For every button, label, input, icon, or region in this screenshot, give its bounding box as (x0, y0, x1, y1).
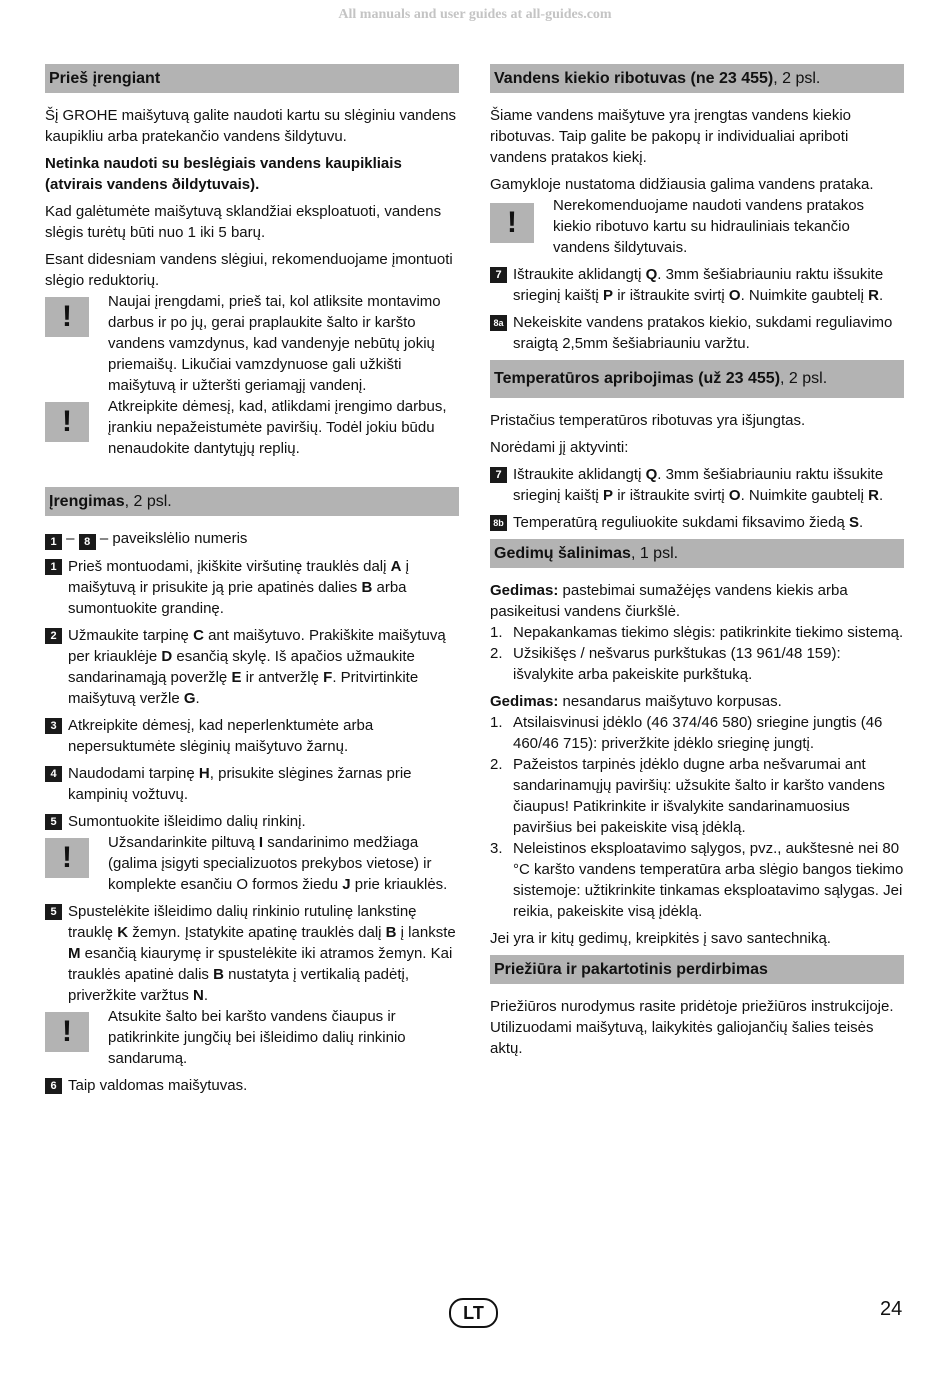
watermark: All manuals and user guides at all-guides.com (338, 7, 612, 22)
step-number: 4 (45, 766, 62, 782)
paragraph: Norėdami jį aktyvinti: (490, 439, 629, 456)
list-item: 1. Atsilaisvinusi įdėklo (46 374/46 580) sriegine jungtis (46 460/46 715): priveržkite įdėklo srieginę jungtį. (490, 714, 883, 752)
paragraph: Esant didesniam vandens slėgiui, rekomenduojame įmontuoti slėgio reduktorių. (45, 251, 453, 289)
warning-icon: ! (45, 1012, 89, 1052)
page-number: 24 (880, 1298, 903, 1320)
list-item: 2. Užsikišęs / nešvarus purkštukas (13 961/48 159): išvalykite arba pakeiskite purkštuką. (490, 645, 841, 683)
step-number: 7 (490, 467, 507, 483)
left-column (45, 64, 459, 1102)
warning-note: ! Naujai įrengdami, prieš tai, kol atliksite montavimo darbus ir po jų, gerai praplaukite šalto ir karšto vandens vamzdynus, kad vandenyje nebūtų jokių priemaišų. Likučiai vamzdynuose gali užkišti maišytuvą ir užteršti geriamąjį vandenį. (45, 291, 459, 396)
fault-description: Gedimas: nesandarus maišytuvo korpusas. (490, 693, 782, 710)
step-number: 5 (45, 904, 62, 920)
paragraph-bold: Netinka naudoti su beslėgiais vandens kaupikliais (atvirais vandens ðildytuvais). (45, 155, 402, 193)
warning-note: ! Nerekomenduojame naudoti vandens pratakos kiekio ribotuvo kartu su hidrauliniais tekančio vandens šildytuvais. (490, 195, 904, 258)
warning-note: ! Užsandarinkite piltuvą I sandarinimo medžiaga (galima įsigyti specializuotos prekybos vietose) ir komplekte esančiu O formos žiedu J prie kriauklės. (45, 832, 459, 895)
step-1: 1 Prieš montuodami, įkiškite viršutinę trauklės dalį A į maišytuvą ir prisukite ją prie apatinės dalies B arba sumontuokite grandinę. (45, 556, 459, 619)
step-number: 1 (45, 559, 62, 575)
warning-icon: ! (45, 402, 89, 442)
section-header-temperaturos: Temperatūros apribojimas (už 23 455), 2 psl. (490, 360, 904, 398)
paragraph: Šį GROHE maišytuvą galite naudoti kartu su slėginiu vandens kaupikliu arba pratekančio vandens šildytuvu. (45, 107, 457, 145)
step-5: 5 Sumontuokite išleidimo dalių rinkinį. (45, 811, 459, 832)
warning-note: ! Atkreipkite dėmesį, kad, atlikdami įrengimo darbus, įrankiu nepažeistumėte paviršių. Todėl jokiu būdu nenaudokite dantytųjų replių. (45, 396, 459, 459)
step-7: 7 Ištraukite aklidangtį Q. 3mm šešiabriauniu raktu išsukite srieginį kaištį P ir ištraukite svirtį O. Nuimkite gaubtelį R. (490, 264, 904, 306)
step-5b: 5 Spustelėkite išleidimo dalių rinkinio rutulinę lankstinę trauklę K žemyn. Įstatykite apatinę trauklės dalį B į lankste M esančią kiaurymę ir spustelėkite iki atramos žemyn. Kai trauklės apatinė dalis B nustatyta į vertikalią padėtį, priveržkite varžtus N. (45, 901, 459, 1006)
list-item: 2. Pažeistos tarpinės įdėklo dugne arba nešvarumai ant sandarinamųjų paviršių: užsukite šalto ir karšto vandens čiaupus! Patikrinkite ir išvalykite sandarinamuosius paviršius bei pakeiskite visą įdėklą. (490, 756, 885, 836)
step-6: 6 Taip valdomas maišytuvas. (45, 1075, 459, 1096)
paragraph: Kad galėtumėte maišytuvą sklandžiai eksploatuoti, vandens slėgis turėtų būti nuo 1 iki 5 barų. (45, 203, 442, 241)
step-number: 6 (45, 1078, 62, 1094)
fault-list-2 (490, 712, 904, 922)
section-header-prieziura: Priežiūra ir pakartotinis perdirbimas (490, 955, 904, 984)
section-header-irengimas: Įrengimas, 2 psl. (45, 487, 459, 516)
step-number: 8a (490, 315, 507, 331)
step-3: 3 Atkreipkite dėmesį, kad neperlenktumėte arba nepersuktumėte slėginių maišytuvo žarnų. (45, 715, 459, 757)
warning-icon: ! (45, 297, 89, 337)
right-column (490, 64, 904, 1065)
step-2: 2 Užmaukite tarpinę C ant maišytuvo. Prakiškite maišytuvą per kriauklėje D esančią skylę. Iš apačios užmaukite sandarinamąją poveržlę E ir antveržlę F. Pritvirtinkite maišytuvą veržle G. (45, 625, 459, 709)
step-8b: 8b Temperatūrą reguliuokite sukdami fiksavimo žiedą S. (490, 512, 904, 533)
step-number: 2 (45, 628, 62, 644)
step-7: 7 Ištraukite aklidangtį Q. 3mm šešiabriauniu raktu išsukite srieginį kaištį P ir ištraukite svirtį O. Nuimkite gaubtelį R. (490, 464, 904, 506)
paragraph: Priežiūros nurodymus rasite pridėtoje priežiūros instrukcijoje. Utilizuodami maišytuvą, laikykitės galiojančių šalies teisės aktų. (490, 998, 894, 1057)
paragraph: Gamykloje nustatoma didžiausia galima vandens prataka. (490, 176, 874, 193)
fault-list-1 (490, 622, 904, 685)
section-header-gedimu: Gedimų šalinimas, 1 psl. (490, 539, 904, 568)
warning-note: ! Atsukite šalto bei karšto vandens čiaupus ir patikrinkite jungčių bei išleidimo dalių rinkinio sandarumą. (45, 1006, 459, 1069)
fault-description: Gedimas: pastebimai sumažėjęs vandens kiekis arba pasikeitusi vandens čiurkšlė. (490, 582, 848, 620)
section-header-ribotuvas: Vandens kiekio ribotuvas (ne 23 455), 2 psl. (490, 64, 904, 93)
step-number: 5 (45, 814, 62, 830)
section-header-pries-irengiant: Prieš įrengiant (45, 64, 459, 93)
warning-icon: ! (45, 838, 89, 878)
step-number: 8b (490, 515, 507, 531)
warning-icon: ! (490, 203, 534, 243)
paragraph: Pristačius temperatūros ribotuvas yra išjungtas. (490, 412, 806, 429)
figure-range: 1 – 8 – paveikslėlio numeris (45, 528, 459, 550)
step-number: 3 (45, 718, 62, 734)
paragraph: Jei yra ir kitų gedimų, kreipkitės į savo santechniką. (490, 930, 831, 947)
step-number: 7 (490, 267, 507, 283)
list-item: 1. Nepakankamas tiekimo slėgis: patikrinkite tiekimo sistemą. (490, 624, 904, 641)
list-item: 3. Neleistinos eksploatavimo sąlygos, pvz., aukštesnė nei 80 °C karšto vandens temperatūra arba slėgio bangos tiekimo sistemoje: užtikrinkite tinkamas eksploatavimo sąlygas. Jei reikia, pakeiskite visą įdėklą. (490, 840, 904, 920)
paragraph: Šiame vandens maišytuve yra įrengtas vandens kiekio ribotuvas. Taip galite be pakopų ir individualiai apriboti vandens pratakos kiekį. (490, 107, 852, 166)
step-4: 4 Naudodami tarpinę H, prisukite slėgines žarnas prie kampinių vožtuvų. (45, 763, 459, 805)
language-badge: LT (449, 1298, 498, 1328)
step-8a: 8a Nekeiskite vandens pratakos kiekio, sukdami reguliavimo sraigtą 2,5mm šešiabriauniu varžtu. (490, 312, 904, 354)
